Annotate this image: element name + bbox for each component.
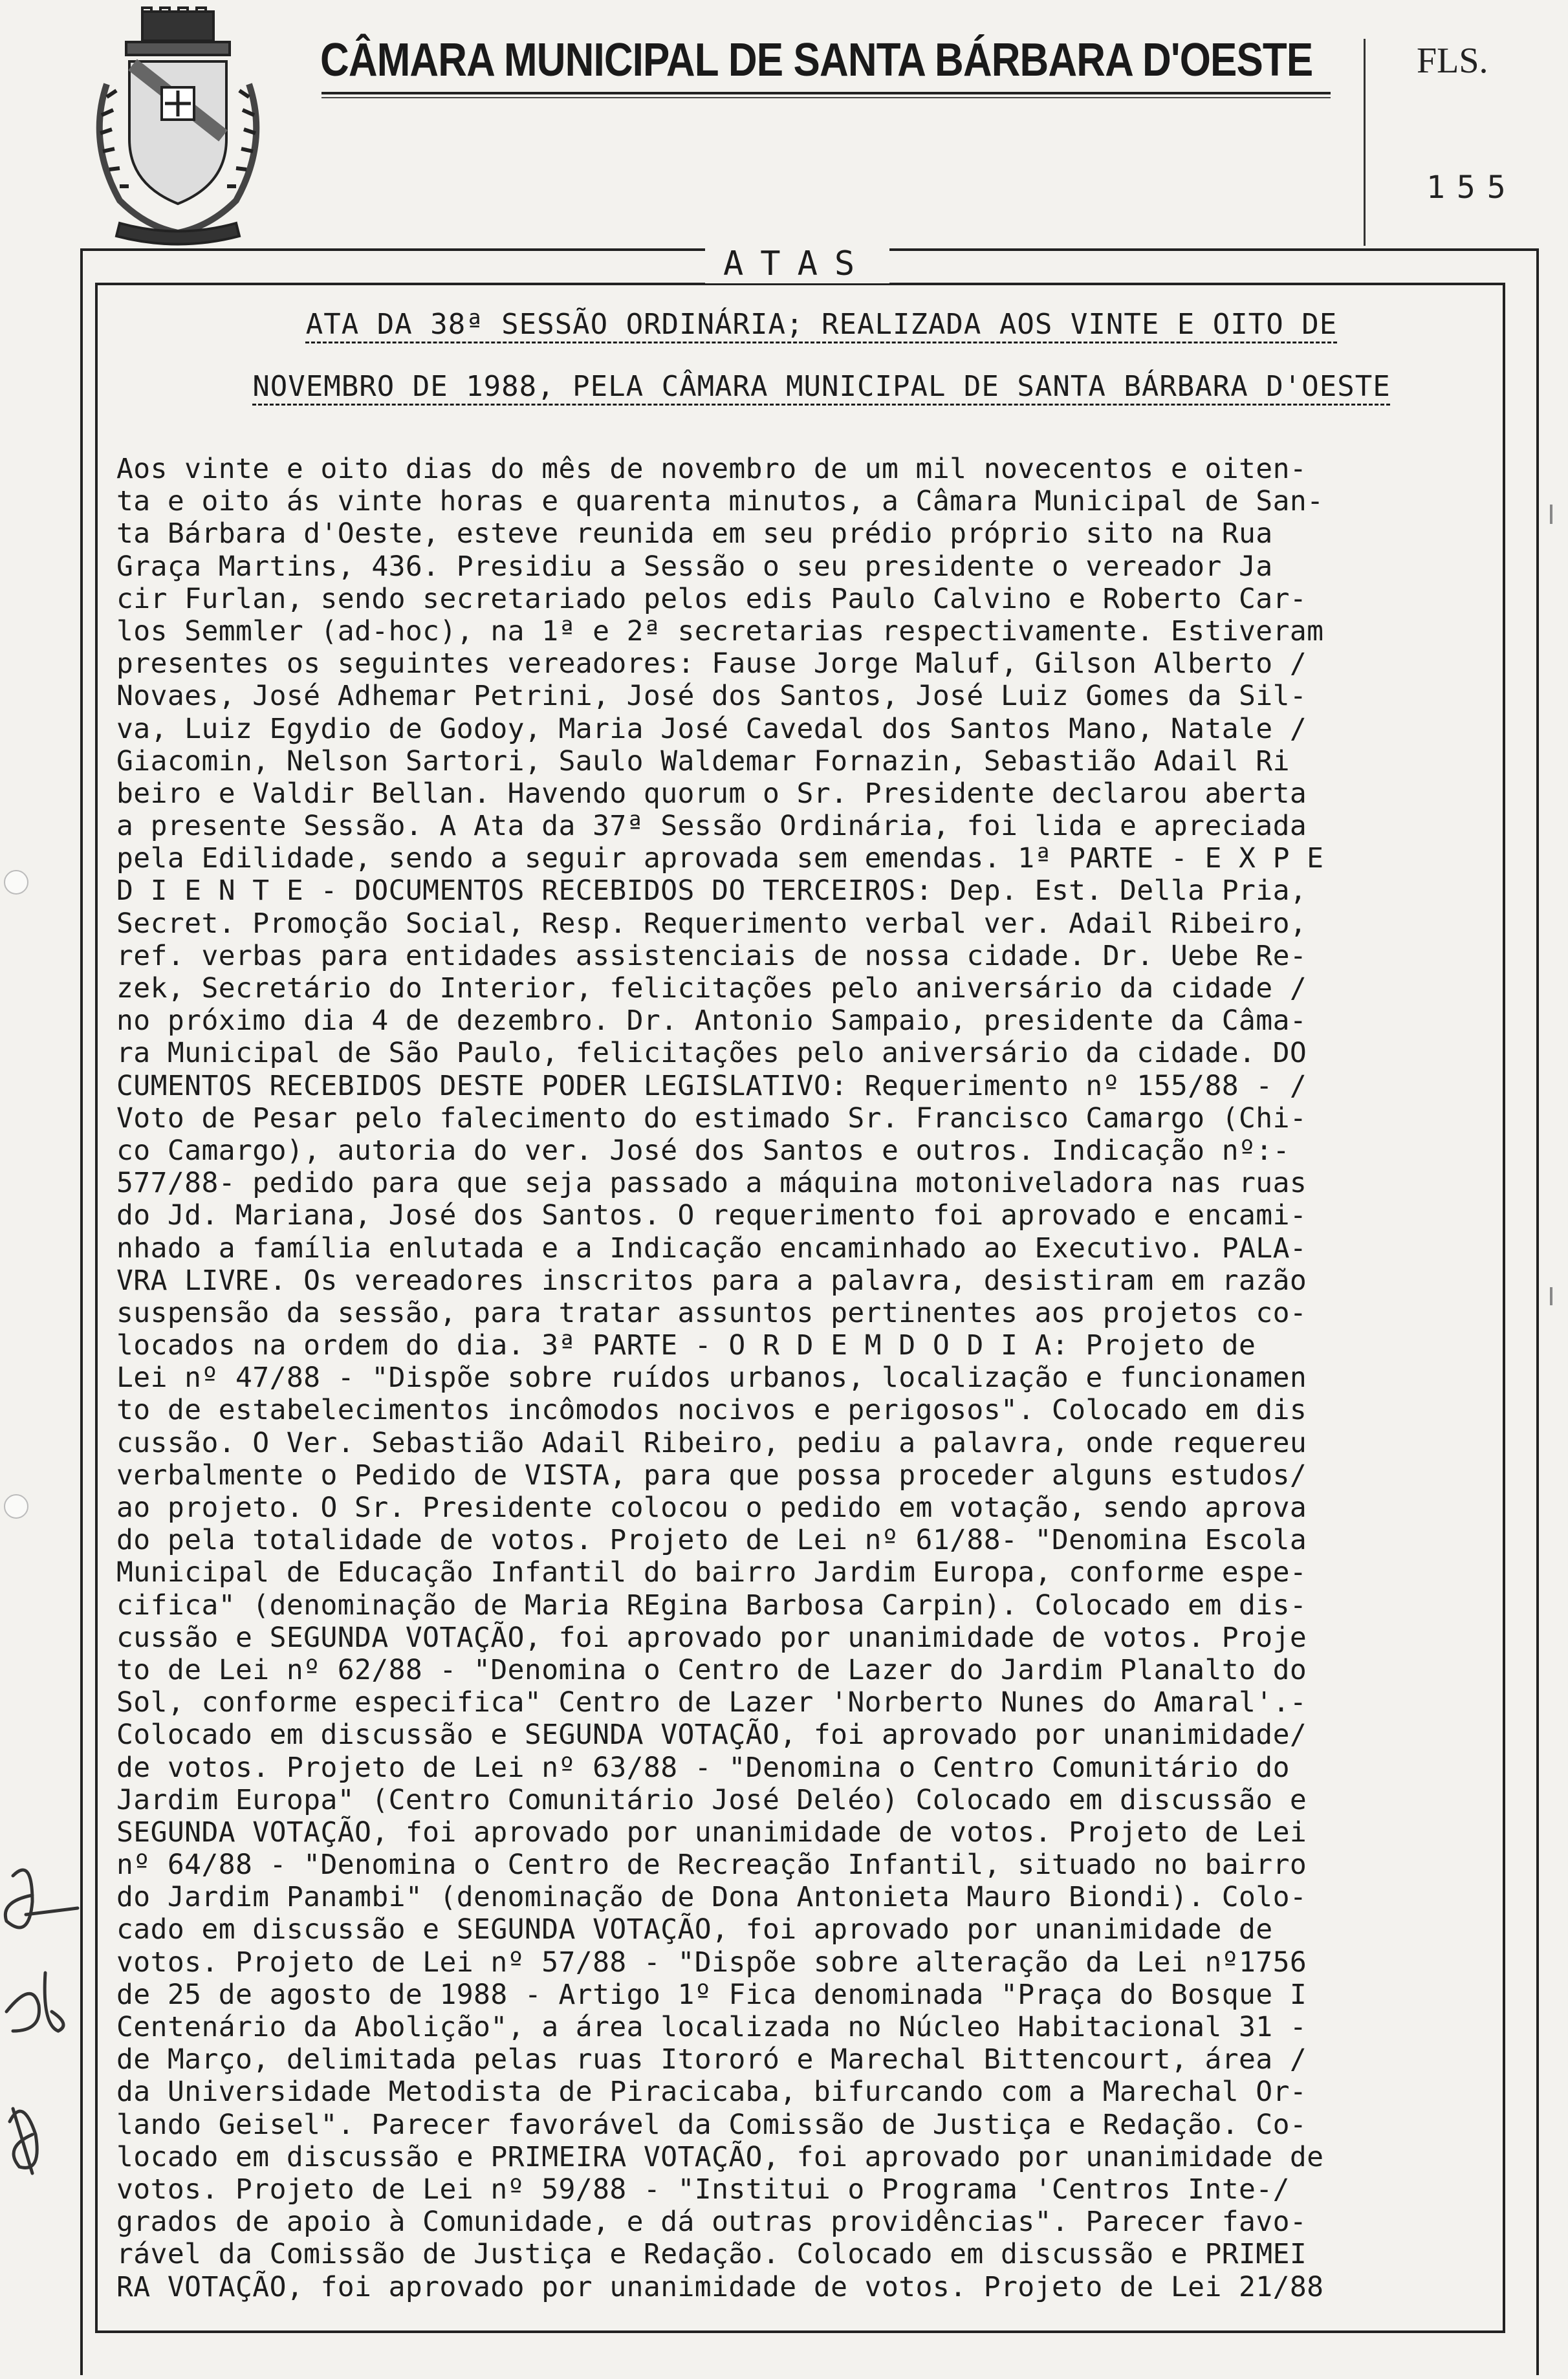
body-line: 577/88- pedido para que seja passado a máquina motoniveladora nas ruas	[116, 1167, 1307, 1200]
body-line: RA VOTAÇÃO, foi aprovado por unanimidade de votos. Projeto de Lei 21/88	[116, 2270, 1324, 2303]
body-line: nhado a família enlutada e a Indicação encaminhado ao Executivo. PALA-	[116, 1232, 1307, 1265]
edge-mark	[1550, 1287, 1552, 1305]
body-line: locado em discussão e PRIMEIRA VOTAÇÃO, foi aprovado por unanimidade de	[116, 2140, 1324, 2173]
body-line: lando Geisel". Parecer favorável da Comissão de Justiça e Redação. Co-	[116, 2108, 1307, 2141]
body-line: cussão e SEGUNDA VOTAÇÃO, foi aprovado por unanimidade de votos. Proje	[116, 1621, 1307, 1654]
body-line: Lei nº 47/88 - "Dispõe sobre ruídos urbanos, localização e funcionamen	[116, 1362, 1307, 1395]
folio-label: FLS.	[1417, 41, 1488, 81]
body-line: Jardim Europa" (Centro Comunitário José Deléo) Colocado em discussão e	[116, 1783, 1307, 1816]
body-line: do Jardim Panambi" (denominação de Dona Antonieta Mauro Biondi). Colo-	[116, 1881, 1307, 1914]
body-line: de Março, delimitada pelas ruas Itororó e Marechal Bittencourt, área /	[116, 2043, 1307, 2076]
body-line: va, Luiz Egydio de Godoy, Maria José Cavedal dos Santos Mano, Natale /	[116, 712, 1307, 745]
body-line: cir Furlan, sendo secretariado pelos edis Paulo Calvino e Roberto Car-	[116, 582, 1307, 615]
body-line: ra Municipal de São Paulo, felicitações pelo aniversário da cidade. DO	[116, 1037, 1307, 1070]
body-line: do Jd. Mariana, José dos Santos. O requerimento foi aprovado e encami-	[116, 1199, 1307, 1232]
body-line: co Camargo), autoria do ver. José dos Santos e outros. Indicação nº:-	[116, 1134, 1290, 1167]
body-line: cado em discussão e SEGUNDA VOTAÇÃO, foi aprovado por unanimidade de	[116, 1913, 1273, 1946]
body-line: Sol, conforme especifica" Centro de Lazer 'Norberto Nunes do Amaral'.-	[116, 1686, 1307, 1719]
section-label: ATAS	[705, 244, 889, 283]
body-line: ta Bárbara d'Oeste, esteve reunida em seu prédio próprio sito na Rua	[116, 517, 1273, 550]
body-line: pela Edilidade, sendo a seguir aprovada sem emendas. 1ª PARTE - E X P E	[116, 842, 1324, 875]
body-line: beiro e Valdir Bellan. Havendo quorum o Sr. Presidente declarou aberta	[116, 777, 1307, 810]
title-rule-secondary	[321, 97, 1331, 98]
body-line: SEGUNDA VOTAÇÃO, foi aprovado por unanimidade de votos. Projeto de Lei	[116, 1816, 1307, 1849]
body-line: Centenário da Abolição", a área localizada no Núcleo Habitacional 31 -	[116, 2011, 1307, 2043]
body-line: verbalmente o Pedido de VISTA, para que possa proceder alguns estudos/	[116, 1459, 1307, 1492]
coat-of-arms-icon	[81, 6, 275, 246]
institution-title: CÂMARA MUNICIPAL DE SANTA BÁRBARA D'OESTE	[320, 34, 1313, 86]
minutes-heading-line-2: NOVEMBRO DE 1988, PELA CÂMARA MUNICIPAL DE SANTA BÁRBARA D'OESTE	[252, 370, 1391, 403]
body-line: no próximo dia 4 de dezembro. Dr. Antonio Sampaio, presidente da Câma-	[116, 1005, 1307, 1037]
body-line: Aos vinte e oito dias do mês de novembro de um mil novecentos e oiten-	[116, 453, 1307, 485]
body-line: ref. verbas para entidades assistenciais de nossa cidade. Dr. Uebe Re-	[116, 939, 1307, 972]
body-line: Novaes, José Adhemar Petrini, José dos Santos, José Luiz Gomes da Sil-	[116, 680, 1307, 713]
body-line: a presente Sessão. A Ata da 37ª Sessão Ordinária, foi lida e apreciada	[116, 810, 1307, 843]
body-line: de 25 de agosto de 1988 - Artigo 1º Fica denominada "Praça do Bosque I	[116, 1978, 1307, 2011]
punch-hole	[4, 870, 28, 895]
body-line: suspensão da sessão, para tratar assuntos pertinentes aos projetos co-	[116, 1296, 1307, 1329]
body-line: to de estabelecimentos incômodos nocivos e perigosos". Colocado em dis	[116, 1394, 1307, 1427]
handwritten-margin-marks	[0, 1863, 84, 2199]
punch-hole	[4, 1494, 28, 1519]
body-line: Colocado em discussão e SEGUNDA VOTAÇÃO, foi aprovado por unanimidade/	[116, 1719, 1307, 1752]
body-line: presentes os seguintes vereadores: Fause Jorge Maluf, Gilson Alberto /	[116, 647, 1307, 680]
body-line: Voto de Pesar pelo falecimento do estimado Sr. Francisco Camargo (Chi-	[116, 1102, 1307, 1135]
body-line: votos. Projeto de Lei nº 59/88 - "Institui o Programa 'Centros Inte-/	[116, 2173, 1290, 2206]
body-line: cussão. O Ver. Sebastião Adail Ribeiro, pediu a palavra, onde requereu	[116, 1426, 1307, 1459]
body-line: da Universidade Metodista de Piracicaba, bifurcando com a Marechal Or-	[116, 2076, 1307, 2109]
body-line: locados na ordem do dia. 3ª PARTE - O R D E M D O D I A: Projeto de	[116, 1329, 1256, 1362]
body-line: zek, Secretário do Interior, felicitações pelo aniversário da cidade /	[116, 972, 1307, 1005]
body-line: do pela totalidade de votos. Projeto de Lei nº 61/88- "Denomina Escola	[116, 1524, 1307, 1557]
body-line: de votos. Projeto de Lei nº 63/88 - "Denomina o Centro Comunitário do	[116, 1751, 1290, 1784]
body-line: VRA LIVRE. Os vereadores inscritos para a palavra, desistiram em razão	[116, 1264, 1307, 1297]
body-line: nº 64/88 - "Denomina o Centro de Recreação Infantil, situado no bairro	[116, 1849, 1307, 1882]
body-line: ao projeto. O Sr. Presidente colocou o pedido em votação, sendo aprova	[116, 1492, 1307, 1524]
body-line: votos. Projeto de Lei nº 57/88 - "Dispõe sobre alteração da Lei nº1756	[116, 1946, 1307, 1979]
body-line: Graça Martins, 436. Presidiu a Sessão o seu presidente o vereador Ja	[116, 550, 1273, 583]
body-line: to de Lei nº 62/88 - "Denomina o Centro de Lazer do Jardim Planalto do	[116, 1653, 1307, 1686]
body-line: D I E N T E - DOCUMENTOS RECEBIDOS DO TERCEIROS: Dep. Est. Della Pria,	[116, 874, 1307, 907]
body-line: cifica" (denominação de Maria REgina Barbosa Carpin). Colocado em dis-	[116, 1589, 1307, 1622]
title-rule	[321, 92, 1331, 94]
body-line: ta e oito ás vinte horas e quarenta minutos, a Câmara Municipal de San-	[116, 485, 1324, 518]
body-line: grados de apoio à Comunidade, e dá outras providências". Parecer favo-	[116, 2206, 1307, 2239]
minutes-heading-line-1: ATA DA 38ª SESSÃO ORDINÁRIA; REALIZADA AOS VINTE E OITO DE	[305, 308, 1338, 341]
body-line: Secret. Promoção Social, Resp. Requerimento verbal ver. Adail Ribeiro,	[116, 907, 1307, 940]
body-line: Giacomin, Nelson Sartori, Saulo Waldemar Fornazin, Sebastião Adail Ri	[116, 744, 1290, 777]
folio-number: 155	[1426, 169, 1518, 206]
body-line: los Semmler (ad-hoc), na 1ª e 2ª secretarias respectivamente. Estiveram	[116, 614, 1324, 647]
body-line: CUMENTOS RECEBIDOS DESTE PODER LEGISLATIVO: Requerimento nº 155/88 - /	[116, 1069, 1307, 1102]
header-divider	[1364, 39, 1366, 246]
edge-mark	[1550, 505, 1552, 524]
minutes-body	[116, 453, 1501, 2303]
body-line: rável da Comissão de Justiça e Redação. Colocado em discussão e PRIMEI	[116, 2238, 1307, 2271]
body-line: Municipal de Educação Infantil do bairro Jardim Europa, conforme espe-	[116, 1556, 1307, 1589]
